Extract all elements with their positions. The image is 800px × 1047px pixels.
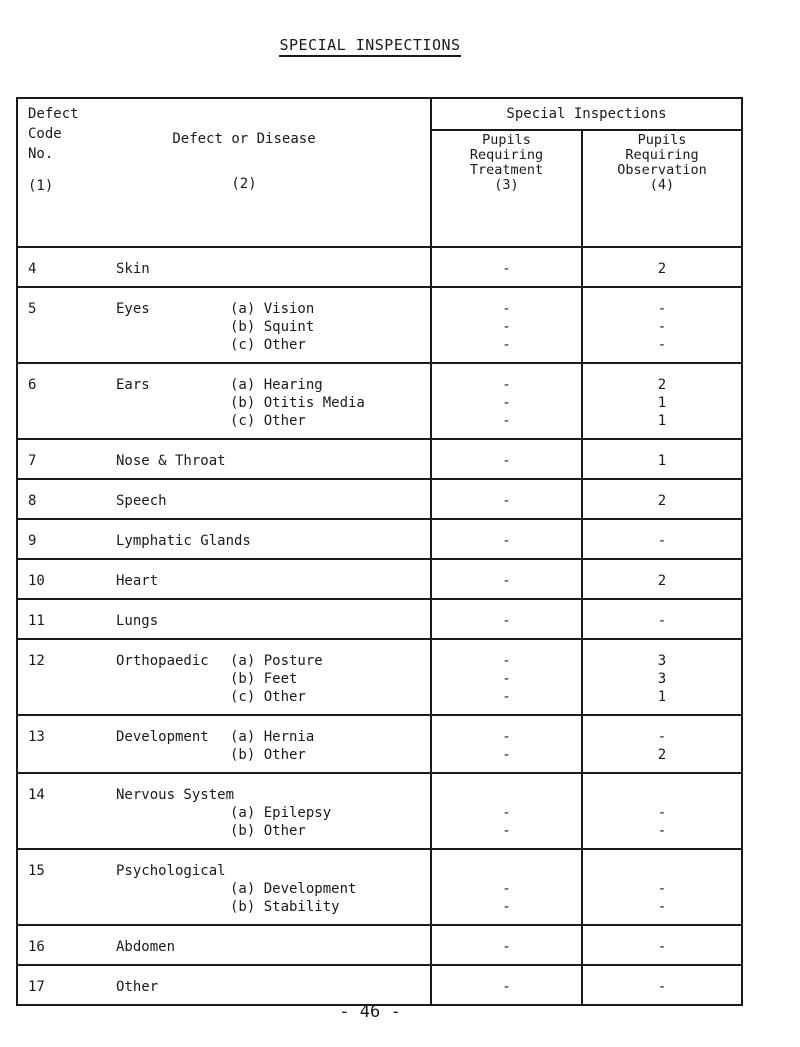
defect-cell	[17, 287, 431, 363]
observation-cell-value: 1	[657, 413, 667, 429]
treatment-cell-value: -	[502, 613, 511, 629]
defect-code: 11	[28, 613, 45, 629]
defect-code: 6	[28, 377, 37, 393]
treatment-cell	[431, 773, 582, 849]
defect-label: Lymphatic Glands	[116, 533, 251, 549]
treatment-cell-value: -	[502, 261, 511, 277]
treatment-cell-value: -	[502, 979, 511, 995]
defect-sub-item: (b) Feet	[230, 671, 298, 687]
observation-cell-value: -	[657, 337, 667, 353]
defect-cell	[17, 599, 431, 639]
header-special-inspections: Special Inspections	[431, 98, 742, 130]
observation-cell-value: 2	[657, 573, 667, 589]
defect-sub-item: (b) Otitis Media	[230, 395, 365, 411]
table-row	[17, 639, 742, 715]
treatment-cell-value: -	[502, 377, 511, 393]
observation-cell	[582, 965, 742, 1005]
observation-cell	[582, 773, 742, 849]
header-pupils-observation: Pupils Requiring Observation (4)	[582, 130, 742, 247]
table-row	[17, 287, 742, 363]
treatment-cell	[431, 639, 582, 715]
treatment-cell-value	[432, 862, 581, 880]
observation-cell	[582, 287, 742, 363]
defect-label: Psychological	[116, 863, 226, 879]
defect-code: 7	[28, 453, 37, 469]
defect-sub-item: (b) Stability	[230, 899, 340, 915]
observation-cell-value: -	[657, 301, 667, 317]
defect-cell	[17, 519, 431, 559]
defect-cell	[17, 363, 431, 439]
defect-code: 8	[28, 493, 37, 509]
observation-cell	[582, 479, 742, 519]
defect-code: 16	[28, 939, 45, 955]
treatment-cell-value: -	[502, 533, 511, 549]
defect-code: 17	[28, 979, 45, 995]
header-left	[17, 98, 431, 247]
defect-cell	[17, 925, 431, 965]
defect-code: 4	[28, 261, 37, 277]
defect-label: Heart	[116, 573, 159, 589]
treatment-cell-value: -	[502, 899, 511, 915]
defect-code: 10	[28, 573, 45, 589]
observation-cell	[582, 519, 742, 559]
treatment-cell-value: -	[502, 805, 511, 821]
treatment-cell-value: -	[502, 689, 511, 705]
header-pupils-treatment: Pupils Requiring Treatment (3)	[431, 130, 582, 247]
treatment-cell	[431, 849, 582, 925]
defect-sub-item: (c) Other	[230, 413, 306, 429]
observation-cell-value: 1	[657, 453, 667, 469]
observation-cell-value: -	[657, 823, 667, 839]
observation-cell-value: 2	[657, 377, 667, 393]
defect-sub-item: (c) Other	[230, 337, 306, 353]
treatment-cell	[431, 479, 582, 519]
table-row	[17, 715, 742, 773]
observation-cell-value: -	[657, 613, 667, 629]
observation-cell-value: -	[657, 805, 667, 821]
observation-cell-value: -	[657, 939, 667, 955]
defect-sub-item: (a) Hearing	[230, 377, 323, 393]
defect-cell	[17, 479, 431, 519]
treatment-cell	[431, 965, 582, 1005]
defect-label: Nervous System	[116, 787, 235, 803]
observation-cell-value	[583, 862, 741, 880]
defect-label: Eyes	[116, 301, 150, 317]
defect-code: 9	[28, 533, 37, 549]
defect-code: 14	[28, 787, 45, 803]
table-row	[17, 247, 742, 287]
treatment-cell	[431, 559, 582, 599]
header-defect-or-disease: Defect or Disease	[172, 131, 316, 147]
defect-sub-item: (a) Posture	[230, 653, 323, 669]
defect-label: Ears	[116, 377, 150, 393]
observation-cell-value: -	[657, 899, 667, 915]
defect-sub-item: (a) Vision	[230, 301, 315, 317]
defect-sub-item: (c) Other	[230, 689, 306, 705]
treatment-cell	[431, 715, 582, 773]
treatment-cell-value: -	[502, 395, 511, 411]
defect-sub-item: (b) Other	[230, 747, 306, 763]
observation-cell-value: 2	[657, 493, 667, 509]
treatment-cell	[431, 247, 582, 287]
observation-cell	[582, 849, 742, 925]
observation-cell-value: -	[657, 881, 667, 897]
treatment-cell	[431, 519, 582, 559]
defect-label: Speech	[116, 493, 167, 509]
defect-label: Orthopaedic	[116, 653, 209, 669]
defect-label: Lungs	[116, 613, 159, 629]
defect-code: 12	[28, 653, 45, 669]
defect-cell	[17, 247, 431, 287]
treatment-cell-value: -	[502, 747, 511, 763]
observation-cell-value	[583, 786, 741, 804]
page-title: SPECIAL INSPECTIONS	[0, 36, 740, 57]
defect-sub-item: (b) Squint	[230, 319, 315, 335]
defect-cell	[17, 715, 431, 773]
treatment-cell	[431, 599, 582, 639]
treatment-cell-value: -	[502, 653, 511, 669]
special-inspections-table	[16, 97, 743, 1006]
table-row	[17, 773, 742, 849]
defect-sub-item: (a) Hernia	[230, 729, 315, 745]
observation-cell	[582, 363, 742, 439]
observation-cell-value: 3	[657, 653, 667, 669]
observation-cell-value: -	[657, 319, 667, 335]
page-number: - 46 -	[339, 1002, 401, 1022]
table-row	[17, 363, 742, 439]
observation-cell-value: 1	[657, 689, 667, 705]
observation-cell	[582, 639, 742, 715]
table-row	[17, 519, 742, 559]
defect-label: Development	[116, 729, 209, 745]
defect-code: 15	[28, 863, 45, 879]
observation-cell	[582, 599, 742, 639]
header-col2-number: (2)	[231, 176, 257, 192]
table-row	[17, 559, 742, 599]
defect-cell	[17, 639, 431, 715]
defect-cell	[17, 439, 431, 479]
treatment-cell	[431, 287, 582, 363]
observation-cell-value: 1	[657, 395, 667, 411]
treatment-cell	[431, 363, 582, 439]
observation-cell	[582, 715, 742, 773]
table-row	[17, 599, 742, 639]
table-row	[17, 849, 742, 925]
observation-cell	[582, 559, 742, 599]
treatment-cell-value: -	[502, 493, 511, 509]
observation-cell	[582, 247, 742, 287]
table-row	[17, 965, 742, 1005]
treatment-cell-value: -	[502, 729, 511, 745]
observation-cell-value: 3	[657, 671, 667, 687]
treatment-cell-value: -	[502, 881, 511, 897]
treatment-cell-value	[432, 786, 581, 804]
treatment-cell	[431, 925, 582, 965]
defect-cell	[17, 559, 431, 599]
observation-cell-value: 2	[657, 261, 667, 277]
observation-cell-value: -	[657, 729, 667, 745]
treatment-cell-value: -	[502, 671, 511, 687]
defect-label: Nose & Throat	[116, 453, 226, 469]
observation-cell-value: -	[657, 533, 667, 549]
table-row	[17, 479, 742, 519]
treatment-cell-value: -	[502, 823, 511, 839]
treatment-cell-value: -	[502, 453, 511, 469]
table-row	[17, 925, 742, 965]
defect-label: Abdomen	[116, 939, 176, 955]
defect-code: 5	[28, 301, 37, 317]
treatment-cell-value: -	[502, 413, 511, 429]
defect-label: Other	[116, 979, 159, 995]
treatment-cell-value: -	[502, 301, 511, 317]
defect-code: 13	[28, 729, 45, 745]
defect-sub-item: (a) Development	[230, 881, 357, 897]
treatment-cell-value: -	[502, 319, 511, 335]
table-row	[17, 439, 742, 479]
defect-sub-item: (b) Other	[230, 823, 306, 839]
defect-sub-item: (a) Epilepsy	[230, 805, 332, 821]
treatment-cell-value: -	[502, 573, 511, 589]
treatment-cell	[431, 439, 582, 479]
treatment-cell-value: -	[502, 939, 511, 955]
defect-cell	[17, 773, 431, 849]
observation-cell	[582, 439, 742, 479]
observation-cell-value: -	[657, 979, 667, 995]
defect-cell	[17, 849, 431, 925]
observation-cell	[582, 925, 742, 965]
treatment-cell-value: -	[502, 337, 511, 353]
defect-label: Skin	[116, 261, 150, 277]
defect-cell	[17, 965, 431, 1005]
observation-cell-value: 2	[657, 747, 667, 763]
header-defect-code: Defect Code No. (1)	[28, 106, 79, 194]
